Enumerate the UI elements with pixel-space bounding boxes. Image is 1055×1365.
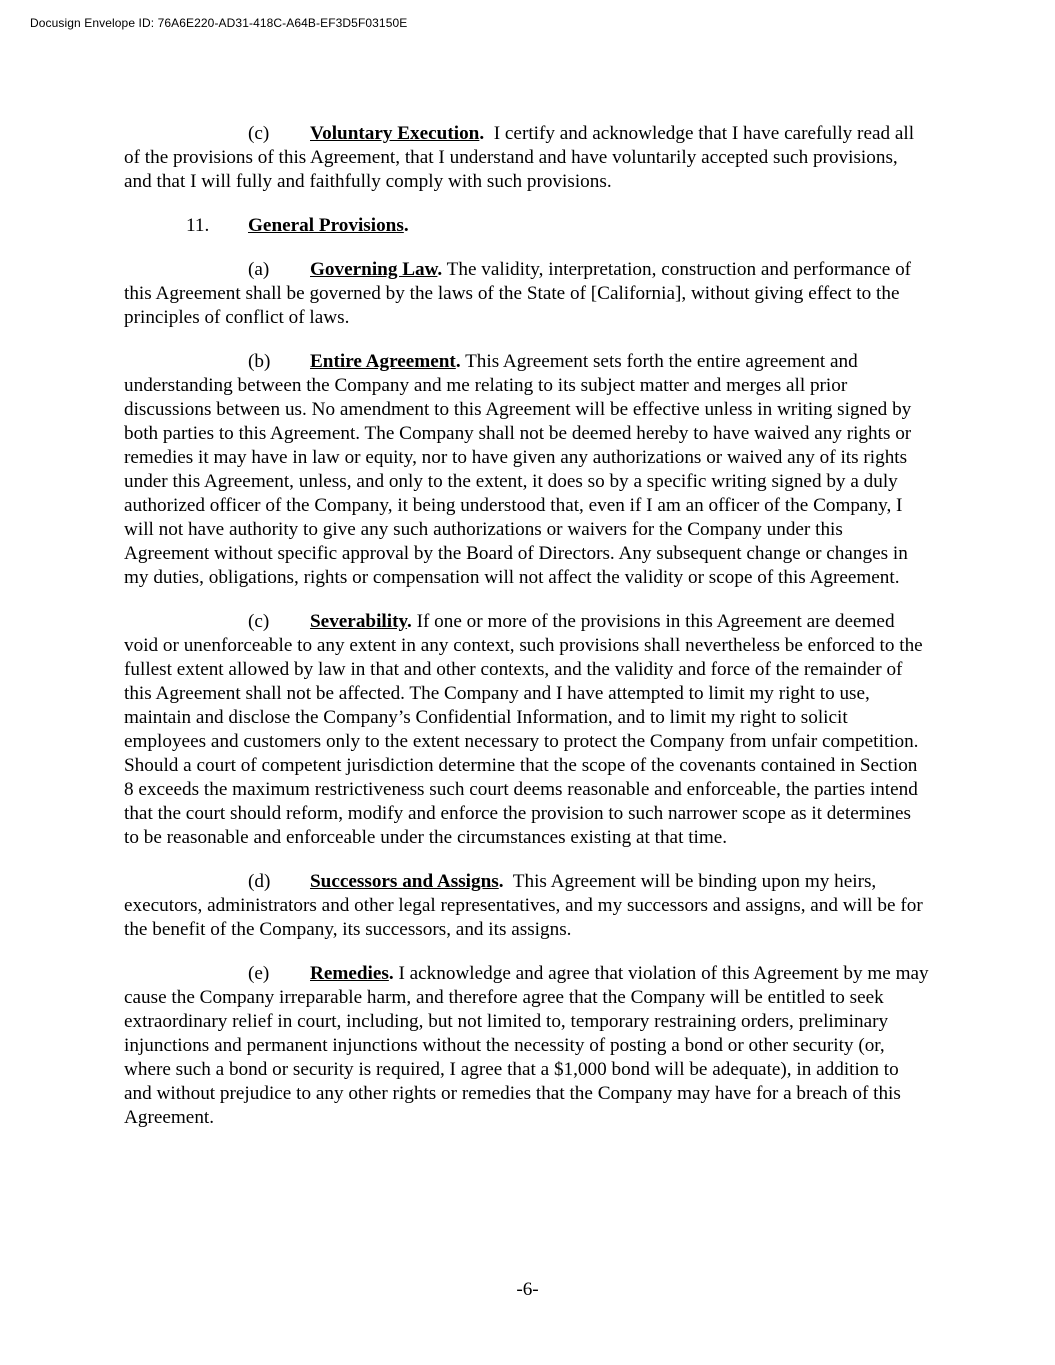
paragraph-title: Remedies xyxy=(310,963,389,984)
governing-law-paragraph: (a) Governing Law. The validity, interpretation, construction and performance of this Agreement shall be governed by the laws of the State of [California], without giving effect to the principles of conflict of laws. xyxy=(124,259,912,328)
remedies-paragraph: (e) Remedies. I acknowledge and agree that violation of this Agreement by me may cause the Company irreparable harm, and therefore agree that the Company will be entitled to seek extraordinary relief in court, including, but not limited to, temporary restraining orders, preliminary injunctions and permanent injunctions without the necessity of posting a bond or other security (or, where such a bond or security is required, I agree that a $1,000 bond will be adequate), in addition to and without prejudice to any other rights or remedies that the Company may have for a breach of this Agreement. xyxy=(124,963,929,1128)
paragraph-label: (b) xyxy=(248,351,271,372)
paragraph-label: (c) xyxy=(248,611,270,632)
paragraph-label: (c) xyxy=(248,123,270,144)
voluntary-execution-paragraph: (c) Voluntary Execution. I certify and acknowledge that I have carefully read all of the provisions of this Agreement, that I understand and have voluntarily accepted such provisions, and that I will fully and faithfully comply with such provisions. xyxy=(124,123,915,192)
general-provisions-heading: 11. General Provisions. xyxy=(186,215,409,236)
paragraph-title: Successors and Assigns xyxy=(310,871,499,892)
paragraph-title: Entire Agreement xyxy=(310,351,456,372)
docusign-envelope-id: Docusign Envelope ID: 76A6E220-AD31-418C-A64B-EF3D5F03150E xyxy=(30,16,408,30)
paragraph-text: This Agreement sets forth the entire agreement and understanding between the Company and me relating to its subject matter and merges all prior discussions between us. No amendment to this Agreement will be effective unless in writing signed by both parties to this Agreement. The Company shall not be deemed hereby to have waived any rights or remedies it may have in law or equity, nor to have given any authorizations or waived any of its rights under this Agreement, unless, and only to the extent, it does so by a specific writing signed by a duly authorized officer of the Company, it being understood that, even if I am an officer of the Company, I will not have authority to give any such authorizations or waivers for the Company under this Agreement without specific approval by the Board of Directors. Any subsequent change or changes in my duties, obligations, rights or compensation will not affect the validity or scope of this Agreement. xyxy=(124,351,912,588)
paragraph-text: I certify and acknowledge that I have carefully read all of the provisions of this Agreement, that I understand and have voluntarily accepted such provisions, and that I will fully and faithfully comply with such provisions. xyxy=(124,123,915,192)
paragraph-label: (a) xyxy=(248,259,270,280)
paragraph-title: Governing Law xyxy=(310,259,438,280)
paragraph-text: The validity, interpretation, construction and performance of this Agreement shall be governed by the laws of the State of [California], without giving effect to the principles of conflict of laws. xyxy=(124,259,912,328)
paragraph-text: If one or more of the provisions in this Agreement are deemed void or unenforceable to any extent in any context, such provisions shall nevertheless be enforced to the fullest extent allowed by law in that and other contexts, and the validity and force of the remainder of this Agreement shall not be affected. The Company and I have attempted to limit my right to use, maintain and disclose the Company’s Confidential Information, and to limit my right to solicit employees and customers only to the extent necessary to protect the Company from unfair competition. Should a court of competent jurisdiction determine that the scope of the covenants contained in Section 8 exceeds the maximum restrictiveness such court deems reasonable and enforceable, the parties intend that the court should reform, modify and enforce the provision to such narrower scope as it determines to be reasonable and enforceable under the circumstances existing at that time. xyxy=(124,611,923,848)
paragraph-text: I acknowledge and agree that violation of this Agreement by me may cause the Company irreparable harm, and therefore agree that the Company will be entitled to seek extraordinary relief in court, including, but not limited to, temporary restraining orders, preliminary injunctions and permanent injunctions without the necessity of posting a bond or other security (or, where such a bond or security is required, I agree that a $1,000 bond will be adequate), in addition to and without prejudice to any other rights or remedies that the Company may have for a breach of this Agreement. xyxy=(124,963,929,1128)
paragraph-label: (e) xyxy=(248,963,270,984)
section-number: 11. xyxy=(186,215,210,236)
severability-paragraph: (c) Severability. If one or more of the provisions in this Agreement are deemed void or unenforceable to any extent in any context, such provisions shall nevertheless be enforced to the fullest extent allowed by law in that and other contexts, and the validity and force of the remainder of this Agreement shall not be affected. The Company and I have attempted to limit my right to use, maintain and disclose the Company’s Confidential Information, and to limit my right to solicit employees and customers only to the extent necessary to protect the Company from unfair competition. Should a court of competent jurisdiction determine that the scope of the covenants contained in Section 8 exceeds the maximum restrictiveness such court deems reasonable and enforceable, the parties intend that the court should reform, modify and enforce the provision to such narrower scope as it determines to be reasonable and enforceable under the circumstances existing at that time. xyxy=(124,611,923,848)
paragraph-title: Severability xyxy=(310,611,407,632)
paragraph-text: This Agreement will be binding upon my heirs, executors, administrators and other legal representatives, and my successors and assigns, and will be for the benefit of the Company, its successors, and its assigns. xyxy=(124,871,923,940)
paragraph-label: (d) xyxy=(248,871,271,892)
section-title: General Provisions xyxy=(248,215,404,236)
entire-agreement-paragraph: (b) Entire Agreement. This Agreement sets forth the entire agreement and understanding between the Company and me relating to its subject matter and merges all prior discussions between us. No amendment to this Agreement will be effective unless in writing signed by both parties to this Agreement. The Company shall not be deemed hereby to have waived any rights or remedies it may have in law or equity, nor to have given any authorizations or waived any of its rights under this Agreement, unless, and only to the extent, it does so by a specific writing signed by a duly authorized officer of the Company, it being understood that, even if I am an officer of the Company, I will not have authority to give any such authorizations or waivers for the Company under this Agreement without specific approval by the Board of Directors. Any subsequent change or changes in my duties, obligations, rights or compensation will not affect the validity or scope of this Agreement. xyxy=(124,351,912,588)
document-body xyxy=(124,122,930,1150)
paragraph-title: Voluntary Execution xyxy=(310,123,480,144)
successors-and-assigns-paragraph: (d) Successors and Assigns. This Agreement will be binding upon my heirs, executors, administrators and other legal representatives, and my successors and assigns, and will be for the benefit of the Company, its successors, and its assigns. xyxy=(124,871,923,940)
page-number: -6- xyxy=(516,1279,539,1300)
